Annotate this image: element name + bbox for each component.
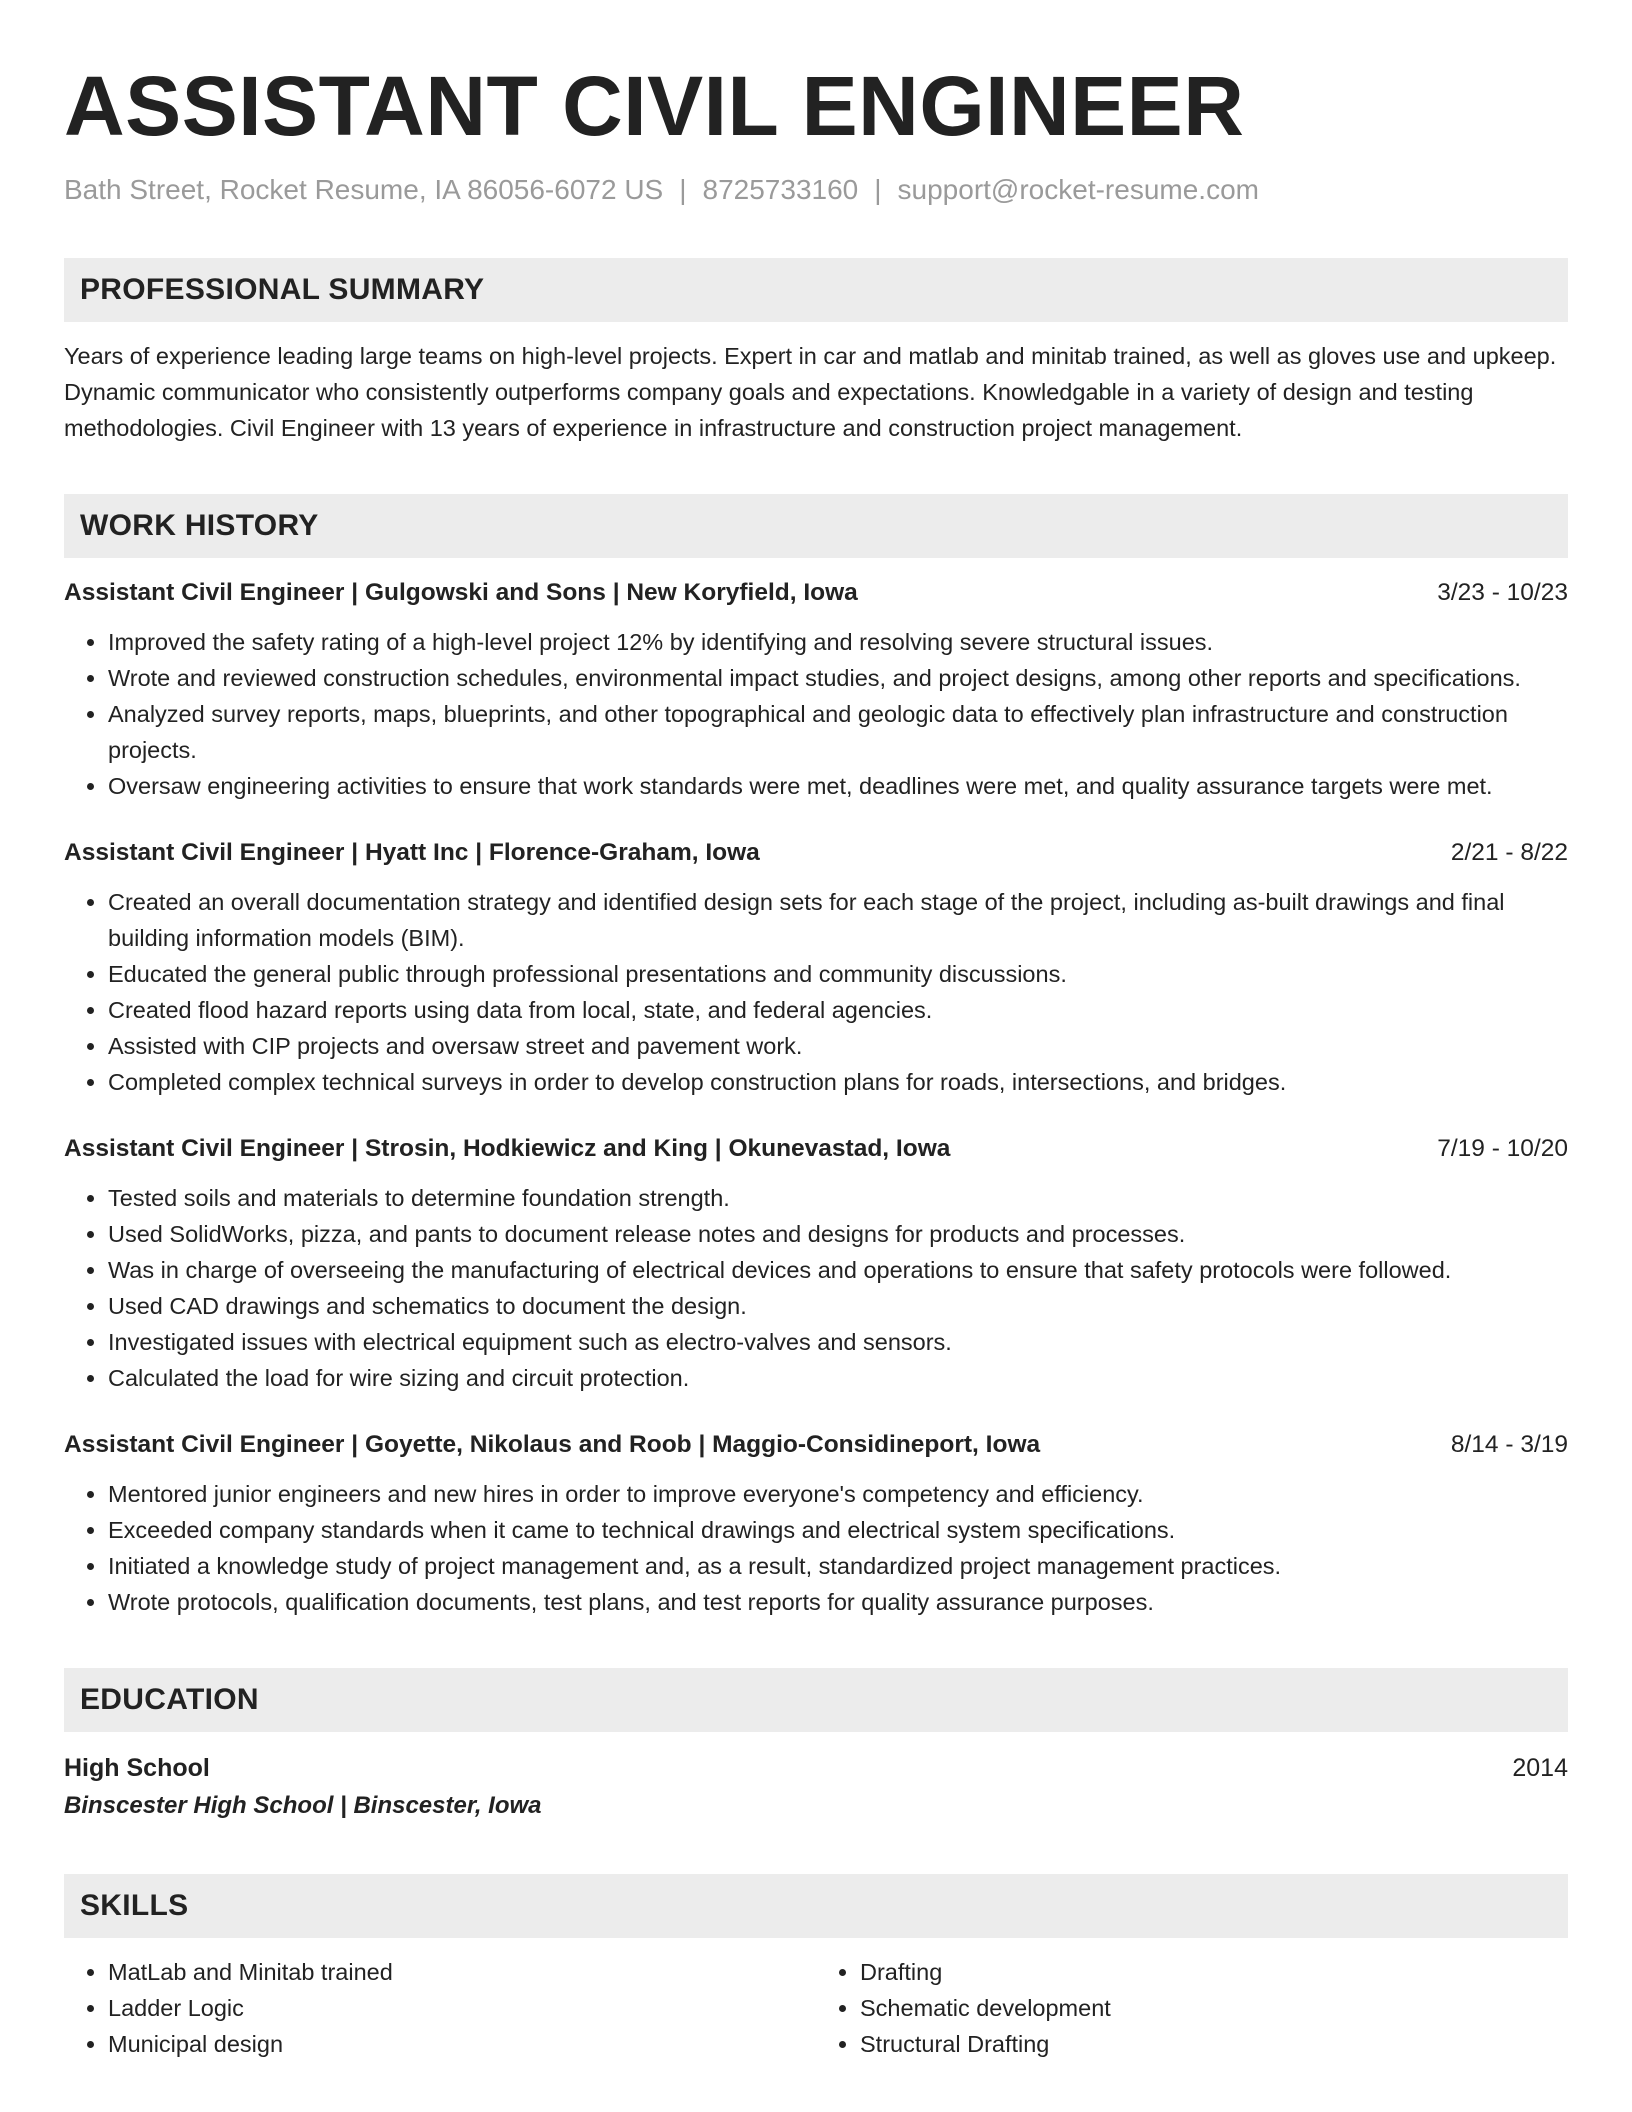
job-bullets (64, 1180, 1568, 1396)
education-degree: High School (64, 1754, 210, 1782)
job-header (64, 576, 1568, 610)
education-year: 2014 (1512, 1754, 1568, 1782)
job-bullet: • Created flood hazard reports using data from local, state, and federal agencies. (108, 992, 1568, 1028)
contact-email: support@rocket-resume.com (897, 174, 1259, 205)
section-header-education: EDUCATION (64, 1668, 1568, 1732)
job-bullet: • Mentored junior engineers and new hires in order to improve everyone's competency and efficiency. (108, 1476, 1568, 1512)
summary-text: Years of experience leading large teams on high-level projects. Expert in car and matlab and minitab trained, as well as gloves use and upkeep. Dynamic communicator who consistently outperforms company goals and expectations. Knowledgable in a variety of design and testing methodologies. Civil Engineer with 13 years of experience in infrastructure and construction project management. (64, 343, 1557, 441)
job-bullet: • Wrote and reviewed construction schedules, environmental impact studies, and project designs, among other reports and specifications. (108, 660, 1568, 696)
job-bullet: • Used SolidWorks, pizza, and pants to document release notes and designs for products and processes. (108, 1216, 1568, 1252)
job-title: Assistant Civil Engineer | Hyatt Inc | Florence-Graham, Iowa (64, 839, 760, 866)
job-entry (64, 1132, 1568, 1396)
job-header (64, 1428, 1568, 1462)
job-bullet: • Exceeded company standards when it came to technical drawings and electrical system specifications. (108, 1512, 1568, 1548)
skill-item: • Ladder Logic (108, 1990, 816, 2026)
skill-item: • MatLab and Minitab trained (108, 1954, 816, 1990)
job-dates: 7/19 - 10/20 (1437, 1135, 1568, 1162)
skill-item: • Structural Drafting (860, 2026, 1568, 2062)
section-header-summary: PROFESSIONAL SUMMARY (64, 258, 1568, 322)
job-bullet: • Created an overall documentation strategy and identified design sets for each stage of the project, including as-built drawings and final building information models (BIM). (108, 884, 1568, 956)
job-entry (64, 836, 1568, 1100)
job-title: Assistant Civil Engineer | Gulgowski and Sons | New Koryfield, Iowa (64, 579, 858, 606)
job-entry (64, 576, 1568, 804)
education-entry (64, 1750, 1568, 1826)
job-bullet: • Oversaw engineering activities to ensure that work standards were met, deadlines were met, and quality assurance targets were met. (108, 768, 1568, 804)
job-bullets (64, 624, 1568, 804)
job-bullet: • Investigated issues with electrical equipment such as electro-valves and sensors. (108, 1324, 1568, 1360)
education-school: Binscester High School | Binscester, Iowa (64, 1792, 542, 1819)
contact-line (64, 170, 1568, 210)
skill-item: • Drafting (860, 1954, 1568, 1990)
job-bullet: • Initiated a knowledge study of project management and, as a result, standardized project management practices. (108, 1548, 1568, 1584)
section-header-skills: SKILLS (64, 1874, 1568, 1938)
job-bullet: • Tested soils and materials to determine foundation strength. (108, 1180, 1568, 1216)
job-bullet: • Completed complex technical surveys in order to develop construction plans for roads, intersections, and bridges. (108, 1064, 1568, 1100)
skill-item: • Schematic development (860, 1990, 1568, 2026)
skills-column-left (64, 1954, 816, 2062)
job-title: Assistant Civil Engineer | Strosin, Hodkiewicz and King | Okunevastad, Iowa (64, 1135, 951, 1162)
job-bullet: • Analyzed survey reports, maps, blueprints, and other topographical and geologic data to effectively plan infrastructure and construction projects. (108, 696, 1568, 768)
skill-item: • Municipal design (108, 2026, 816, 2062)
job-bullets (64, 1476, 1568, 1620)
contact-separator: | (874, 174, 882, 205)
job-header (64, 1132, 1568, 1166)
job-bullet: • Improved the safety rating of a high-level project 12% by identifying and resolving severe structural issues. (108, 624, 1568, 660)
job-bullets (64, 884, 1568, 1100)
job-bullet: • Assisted with CIP projects and oversaw street and pavement work. (108, 1028, 1568, 1064)
contact-separator: | (679, 174, 687, 205)
job-entry (64, 1428, 1568, 1620)
job-dates: 2/21 - 8/22 (1450, 839, 1568, 866)
skills-column-right (816, 1954, 1568, 2062)
job-dates: 8/14 - 3/19 (1450, 1431, 1568, 1458)
section-header-work-history: WORK HISTORY (64, 494, 1568, 558)
job-header (64, 836, 1568, 870)
job-bullet: • Calculated the load for wire sizing and circuit protection. (108, 1360, 1568, 1396)
job-bullet: • Wrote protocols, qualification documents, test plans, and test reports for quality assurance purposes. (108, 1584, 1568, 1620)
job-title: Assistant Civil Engineer | Goyette, Nikolaus and Roob | Maggio-Considineport, Iowa (64, 1431, 1041, 1458)
resume-name: ASSISTANT CIVIL ENGINEER (64, 59, 1245, 153)
education-header (64, 1750, 1568, 1786)
job-bullet: • Used CAD drawings and schematics to document the design. (108, 1288, 1568, 1324)
contact-address: Bath Street, Rocket Resume, IA 86056-6072 US (64, 174, 664, 205)
job-bullet: • Was in charge of overseeing the manufacturing of electrical devices and operations to ensure that safety protocols were followed. (108, 1252, 1568, 1288)
contact-phone: 8725733160 (702, 174, 859, 205)
job-bullet: • Educated the general public through professional presentations and community discussions. (108, 956, 1568, 992)
skills-list (64, 1954, 1568, 2062)
job-dates: 3/23 - 10/23 (1437, 579, 1568, 606)
